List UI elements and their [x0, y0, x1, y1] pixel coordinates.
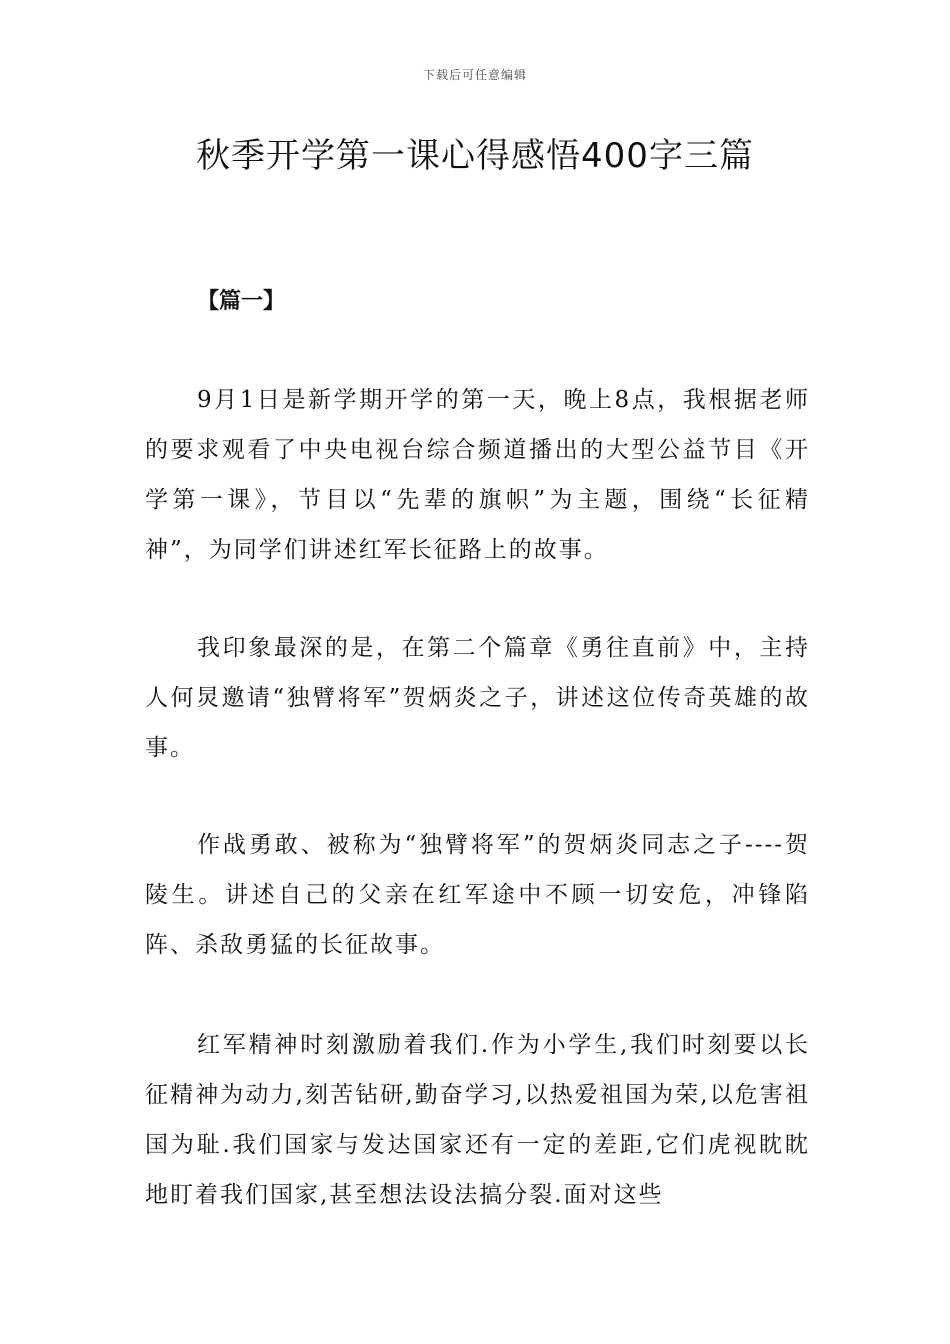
paragraph-4: 红军精神时刻激励着我们.作为小学生,我们时刻要以长征精神为动力,刻苦钻研,勤奋学习,以热爱祖国为荣,以危害祖国为耻.我们国家与发达国家还有一定的差距,它们虎视眈眈地盯着我们国家,甚至想法设法搞分裂.面对这些: [145, 1032, 810, 1208]
header-note: 下载后可任意编辑: [422, 68, 527, 82]
paragraph-3: 作战勇敢、被称为“独臂将军”的贺炳炎同志之子----贺陵生。讲述自己的父亲在红军途中不顾一切安危，冲锋陷阵、杀敌勇猛的长征故事。: [145, 832, 810, 958]
document-title: 秋季开学第一课心得感悟400字三篇: [196, 136, 754, 176]
paragraph-2: 我印象最深的是，在第二个篇章《勇往直前》中，主持人何炅邀请“独臂将军”贺炳炎之子，讲述这位传奇英雄的故事。: [145, 635, 810, 761]
section-label: 【篇一】: [197, 289, 286, 314]
paragraph-1: 9月1日是新学期开学的第一天，晚上8点，我根据老师的要求观看了中央电视台综合频道播出的大型公益节目《开学第一课》，节目以“先辈的旗帜”为主题，围绕“长征精神”，为同学们讲述红军长征路上的故事。: [145, 387, 810, 563]
